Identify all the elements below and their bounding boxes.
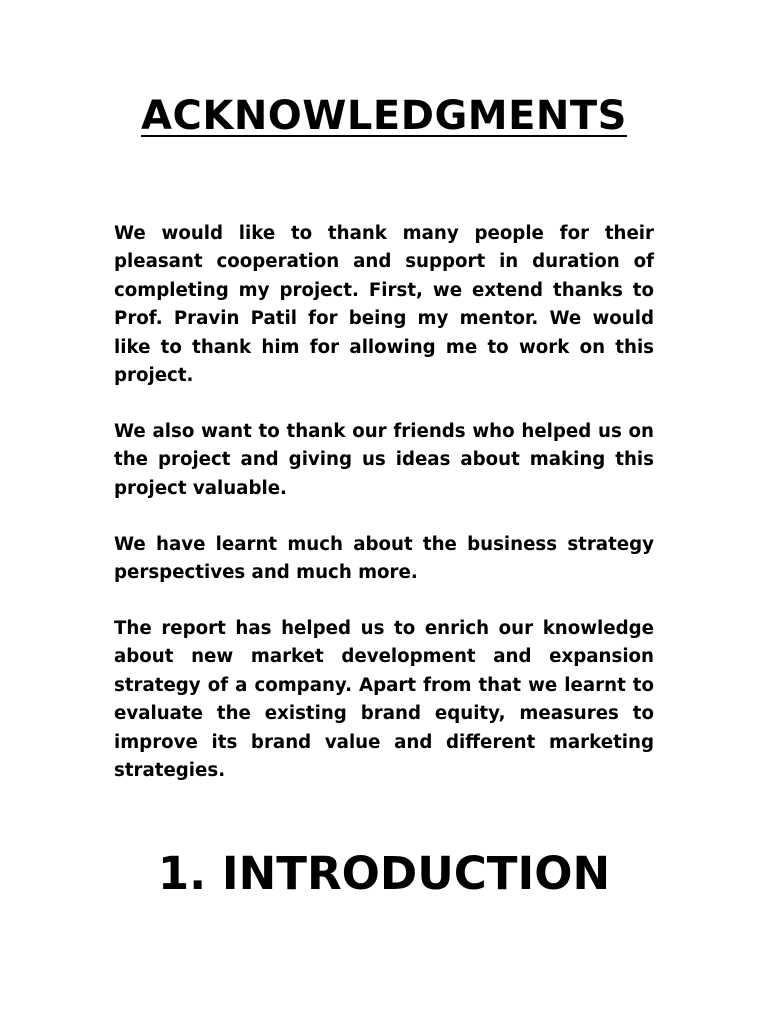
- introduction-section-title: 1. INTRODUCTION: [157, 847, 611, 900]
- acknowledgment-paragraph-4: The report has helped us to enrich our knowledge about new market development and expansion strategy of a company. Apart from that we learnt to evaluate the existing brand equity, measures to improve its brand value and different marketing strategies.: [114, 618, 654, 782]
- acknowledgment-paragraph-3: We have learnt much about the business strategy perspectives and much more.: [114, 534, 654, 584]
- acknowledgment-paragraph-1: We would like to thank many people for their pleasant cooperation and support in duration of completing my project. First, we extend thanks to Prof. Pravin Patil for being my mentor. We would like to thank him for allowing me to work on this project.: [114, 223, 654, 387]
- acknowledgments-heading-text: ACKNOWLEDGMENTS: [141, 93, 627, 139]
- acknowledgments-heading: [114, 92, 654, 140]
- acknowledgment-paragraph-2: We also want to thank our friends who helped us on the project and giving us ideas about making this project valuable.: [114, 421, 654, 499]
